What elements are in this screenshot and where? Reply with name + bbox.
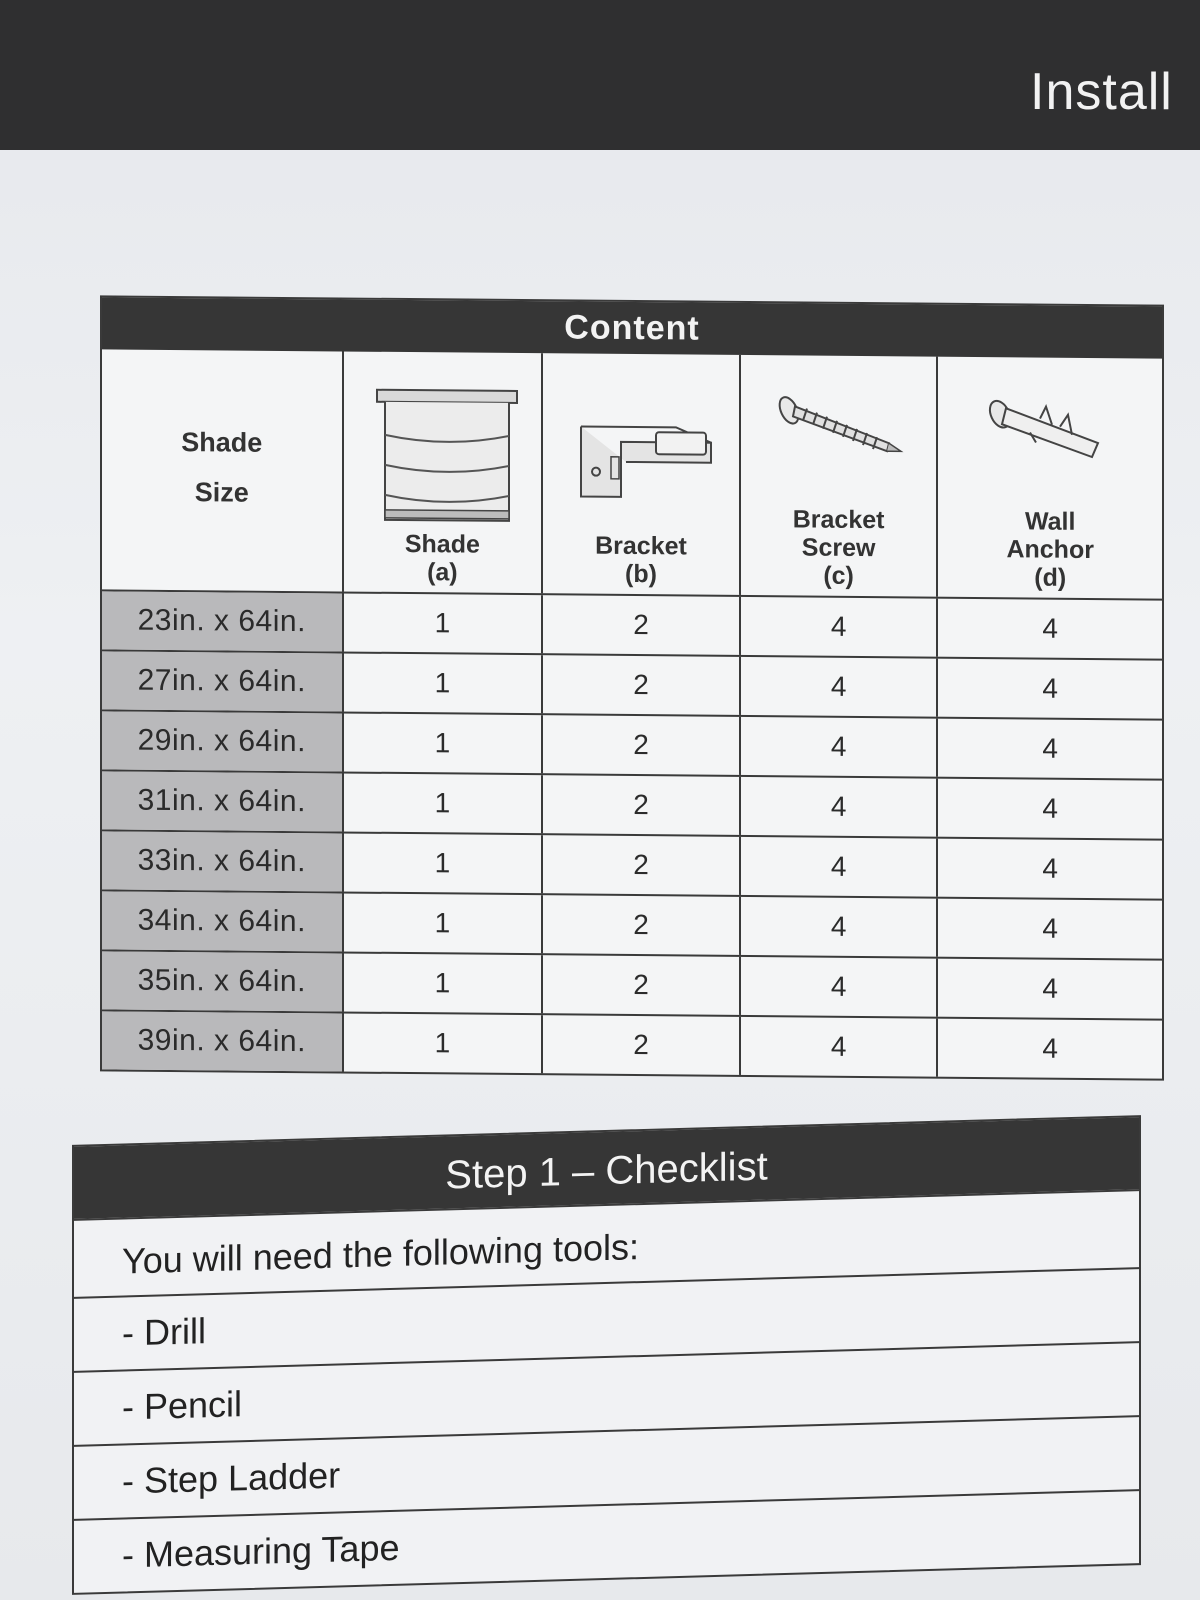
header-shade <box>342 351 542 593</box>
cell-shade: 1 <box>342 653 542 713</box>
header-screw-line-1: Bracket <box>792 505 885 535</box>
cell-size: 27in. x 64in. <box>102 651 342 711</box>
checklist-title: Step 1 – Checklist <box>74 1117 1139 1219</box>
cell-anchor: 4 <box>936 839 1162 899</box>
cell-size: 39in. x 64in. <box>102 1011 342 1071</box>
cell-anchor: 4 <box>936 779 1162 839</box>
header-bracket-screw <box>739 355 937 597</box>
cell-shade: 1 <box>342 1013 542 1073</box>
header-bracket-line-1: Bracket <box>595 531 687 561</box>
table-row <box>102 651 1162 720</box>
cell-size: 33in. x 64in. <box>102 831 342 891</box>
cell-shade: 1 <box>342 893 542 953</box>
cell-anchor: 4 <box>936 959 1162 1019</box>
header-bracket-line-2: (b) <box>625 559 657 589</box>
checklist-item-measuring-tape: - Measuring Tape <box>74 1489 1139 1593</box>
cell-screw: 4 <box>739 777 937 837</box>
cell-size: 29in. x 64in. <box>102 711 342 771</box>
cell-size: 35in. x 64in. <box>102 951 342 1011</box>
header-size-line-2: Size <box>194 477 249 508</box>
cell-screw: 4 <box>739 717 937 777</box>
screw-illustration-icon <box>769 355 909 506</box>
wall-anchor-illustration-icon <box>980 357 1120 508</box>
checklist-item-drill: - Drill <box>74 1267 1139 1371</box>
checklist-intro: You will need the following tools: <box>74 1189 1139 1297</box>
cell-screw: 4 <box>739 597 937 657</box>
cell-shade: 1 <box>342 593 542 653</box>
cell-bracket: 2 <box>541 655 739 715</box>
cell-shade: 1 <box>342 713 542 773</box>
cell-bracket: 2 <box>541 835 739 895</box>
cell-anchor: 4 <box>936 599 1162 659</box>
header-screw-line-2: Screw <box>801 533 876 563</box>
cell-bracket: 2 <box>541 895 739 955</box>
header-size-line-1: Shade <box>181 427 263 458</box>
table-row <box>102 831 1162 900</box>
shade-illustration-icon <box>357 380 527 531</box>
cell-bracket: 2 <box>541 595 739 655</box>
bracket-illustration-icon <box>556 381 726 532</box>
header-bracket <box>541 353 739 595</box>
header-anchor-line-3: (d) <box>1034 563 1067 592</box>
table-row <box>102 591 1162 660</box>
cell-screw: 4 <box>739 1017 937 1077</box>
cell-size: 34in. x 64in. <box>102 891 342 951</box>
table-row <box>102 891 1162 960</box>
cell-shade: 1 <box>342 953 542 1013</box>
cell-size: 23in. x 64in. <box>102 591 342 651</box>
header-band <box>0 0 1200 150</box>
cell-size: 31in. x 64in. <box>102 771 342 831</box>
cell-bracket: 2 <box>541 955 739 1015</box>
page-title: Install <box>1030 63 1173 121</box>
content-table-title: Content <box>102 297 1162 358</box>
table-row <box>102 711 1162 780</box>
cell-shade: 1 <box>342 773 542 833</box>
header-anchor-line-1: Wall <box>1024 507 1076 536</box>
cell-bracket: 2 <box>541 775 739 835</box>
cell-anchor: 4 <box>936 719 1162 779</box>
cell-shade: 1 <box>342 833 542 893</box>
header-anchor-line-2: Anchor <box>1006 535 1094 565</box>
cell-screw: 4 <box>739 657 937 717</box>
cell-bracket: 2 <box>541 1015 739 1075</box>
checklist-item-pencil: - Pencil <box>74 1341 1139 1445</box>
cell-screw: 4 <box>739 837 937 897</box>
header-shade-line-2: (a) <box>427 558 458 587</box>
table-row <box>102 771 1162 840</box>
cell-bracket: 2 <box>541 715 739 775</box>
table-row <box>102 1011 1162 1078</box>
header-shade-size <box>102 349 342 591</box>
cell-screw: 4 <box>739 897 937 957</box>
header-screw-line-3: (c) <box>823 561 854 590</box>
table-row <box>102 951 1162 1020</box>
checklist-box <box>72 1115 1141 1595</box>
content-table-header <box>102 349 1162 600</box>
header-wall-anchor <box>936 357 1162 599</box>
cell-anchor: 4 <box>936 899 1162 959</box>
content-table <box>100 295 1164 1080</box>
cell-anchor: 4 <box>936 659 1162 719</box>
header-shade-line-1: Shade <box>404 530 480 559</box>
cell-screw: 4 <box>739 957 937 1017</box>
checklist-item-step-ladder: - Step Ladder <box>74 1415 1139 1519</box>
cell-anchor: 4 <box>936 1019 1162 1079</box>
